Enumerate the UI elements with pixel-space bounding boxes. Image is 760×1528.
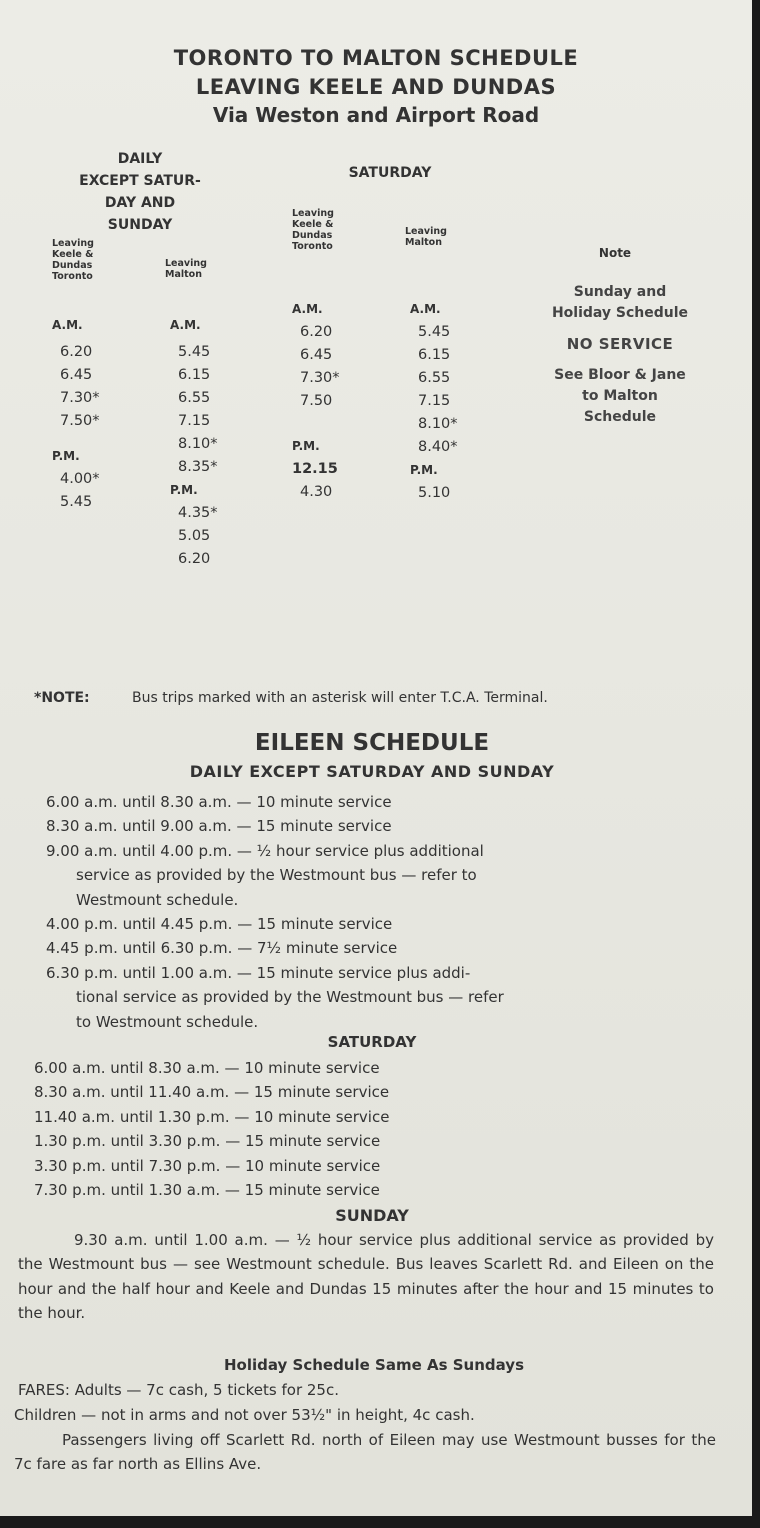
list-item: 7.30 p.m. until 1.30 a.m. — 15 minute service — [34, 1181, 380, 1200]
list-item: 1.30 p.m. until 3.30 p.m. — 15 minute service — [34, 1132, 381, 1151]
list-item: 9.00 a.m. until 4.00 p.m. — ½ hour service plus additional — [46, 841, 484, 860]
saturday-col1-head: Leaving Keele & Dundas Toronto — [292, 208, 334, 252]
list-item: 6.00 a.m. until 8.30 a.m. — 10 minute service — [34, 1059, 380, 1077]
weekday-heading: DAILY EXCEPT SATUR- DAY AND SUNDAY — [79, 151, 201, 233]
list-item: 3.30 p.m. until 7.30 p.m. — 10 minute service — [34, 1156, 381, 1175]
fares-line: FARES: Adults — 7c cash, 5 tickets for 25c. — [18, 1381, 339, 1399]
passengers-text: Passengers living off Scarlett Rd. north of Eileen may use Westmount busses for the 7c fare as far north as Ellins Ave. — [14, 1431, 716, 1474]
eileen-weekday-heading: DAILY EXCEPT SATURDAY AND SUNDAY — [189, 762, 555, 781]
saturday-col1-times: A.M. 6.20 6.45 7.30* 7.50 P.M. 12.15 4.30 — [292, 302, 340, 500]
list-item: Westmount schedule. — [76, 890, 239, 909]
eileen-weekday-rows — [46, 790, 726, 1034]
list-item: 4.00 p.m. until 4.45 p.m. — 15 minute service — [46, 915, 393, 934]
weekday-col2-times: A.M. 5.45 6.15 6.55 7.15 8.10* 8.35* P.M. 4.35* 5.05 6.20 — [170, 318, 218, 567]
schedule-title: TORONTO TO MALTON SCHEDULE — [173, 46, 579, 70]
list-item: 11.40 a.m. until 1.30 p.m. — 10 minute service — [34, 1107, 390, 1126]
saturday-col2-head: Leaving Malton — [405, 226, 447, 248]
list-item: 6.00 a.m. until 8.30 a.m. — 10 minute service — [46, 793, 392, 811]
list-item: 6.30 p.m. until 1.00 a.m. — 15 minute service plus addi- — [46, 963, 471, 982]
schedule-subtitle: LEAVING KEELE AND DUNDAS — [195, 75, 557, 99]
list-item: 8.30 a.m. until 11.40 a.m. — 15 minute service — [34, 1083, 390, 1102]
asterisk-note — [34, 688, 724, 708]
note-heading: Note — [598, 246, 632, 260]
eileen-title: EILEEN SCHEDULE — [254, 730, 490, 756]
list-item: to Westmount schedule. — [76, 1012, 259, 1031]
eileen-sunday-text: 9.30 a.m. until 1.00 a.m. — ½ hour service plus additional service as provided by the Westmount bus — see Westmount schedule. Bus leaves Scarlett Rd. and Eileen on the hour and the half hour and Keele and Dundas 15 minutes after the hour and 15 minutes to the hour. — [18, 1231, 714, 1323]
weekday-col1-head: Leaving Keele & Dundas Toronto — [52, 238, 94, 282]
list-item: tional service as provided by the Westmount bus — refer — [76, 988, 504, 1007]
note-text: Sunday and Holiday Schedule NO SERVICE See Bloor & Jane to Malton Schedule — [551, 284, 689, 425]
eileen-saturday-rows — [34, 1056, 714, 1202]
children-line: Children — not in arms and not over 53½" in height, 4c cash. — [14, 1406, 475, 1424]
eileen-saturday-heading: SATURDAY — [327, 1033, 417, 1051]
asterisk-note-label: *NOTE: — [34, 690, 90, 706]
holiday-note: Holiday Schedule Same As Sundays — [223, 1356, 524, 1374]
schedule-route: Via Weston and Airport Road — [212, 103, 540, 127]
saturday-heading: SATURDAY — [348, 165, 432, 181]
saturday-col2-times: A.M. 5.45 6.15 6.55 7.15 8.10* 8.40* P.M. 5.10 — [410, 302, 458, 501]
weekday-col2-head: Leaving Malton — [165, 258, 207, 280]
weekday-col1-times: A.M. 6.20 6.45 7.30* 7.50* P.M. 4.00* 5.45 — [52, 318, 100, 510]
eileen-sunday-heading: SUNDAY — [335, 1206, 409, 1225]
list-item: 4.45 p.m. until 6.30 p.m. — 7½ minute service — [46, 939, 398, 958]
list-item: 8.30 a.m. until 9.00 a.m. — 15 minute service — [46, 817, 392, 836]
list-item: service as provided by the Westmount bus — refer to — [76, 866, 477, 885]
asterisk-note-text: Bus trips marked with an asterisk will enter T.C.A. Terminal. — [132, 690, 548, 706]
